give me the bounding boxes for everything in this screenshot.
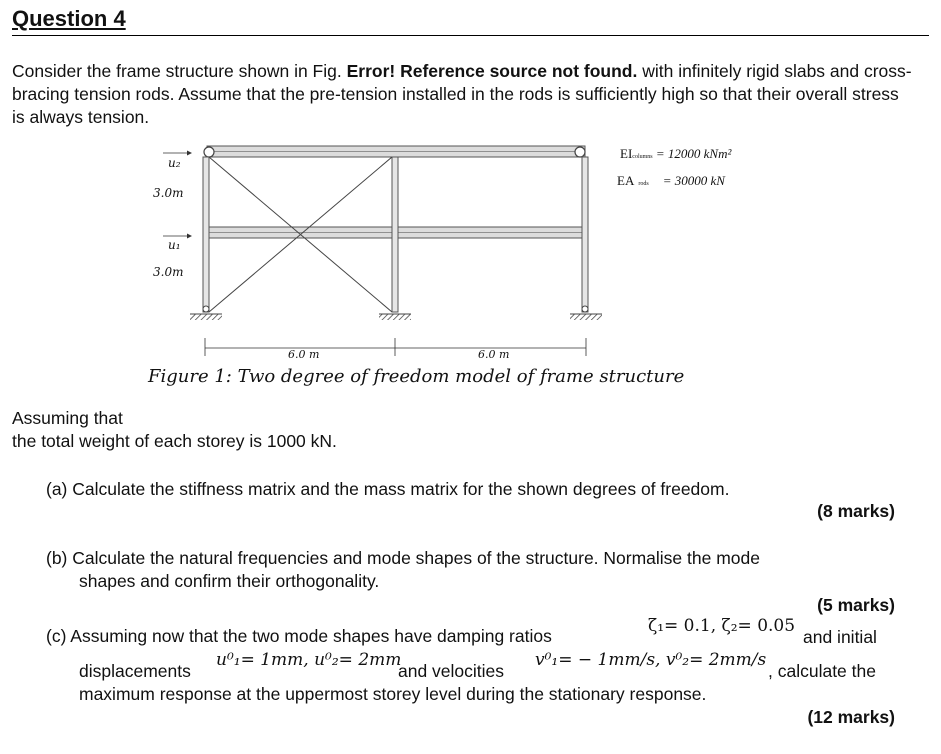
displacements-label: displacements: [79, 661, 191, 681]
part-a-text: (a) Calculate the stiffness matrix and the mass matrix for the shown degrees of freedom.: [46, 479, 730, 499]
frame-figure: [145, 138, 765, 363]
part-b-line-2: shapes and confirm their orthogonality.: [79, 571, 380, 591]
right-column: [582, 157, 588, 312]
ea-subscript: rods: [638, 181, 649, 187]
ea-label: EA: [617, 173, 635, 188]
intro-text-2: with infinitely rigid slabs and cross-bracing tension rods. Assume that the pre-tension installed in the rods is sufficiently high so that their overall stress is always tension.: [12, 61, 912, 127]
initial-velocities: v⁰₁= − 1mm/s, v⁰₂= 2mm/s: [535, 650, 767, 670]
intro-paragraph: [12, 60, 912, 129]
initial-displacements: u⁰₁= 1mm, u⁰₂= 2mm: [216, 650, 402, 670]
height-top-label: 3.0m: [153, 186, 184, 200]
left-support: [190, 314, 222, 320]
part-b-line-1: (b) Calculate the natural frequencies and mode shapes of the structure. Normalise the mode: [46, 548, 760, 568]
top-right-hinge: [575, 147, 585, 157]
part-c-line-3: maximum response at the uppermost storey level during the stationary response.: [79, 684, 707, 704]
ea-value: = 30000 kN: [662, 173, 725, 188]
left-column: [203, 157, 209, 312]
top-left-hinge: [204, 147, 214, 157]
part-c-tail-1: and initial: [803, 627, 877, 647]
figure-caption: Figure 1: Two degree of freedom model of frame structure: [148, 366, 685, 387]
question-title: Question 4: [12, 6, 126, 31]
reference-error: Error! Reference source not found.: [346, 61, 638, 81]
assumption-line-1: Assuming that: [12, 408, 123, 428]
damping-ratios: ζ₁= 0.1, ζ₂= 0.05: [648, 616, 796, 636]
part-c-marks: (12 marks): [807, 707, 895, 727]
width-right-label: 6.0 m: [478, 348, 510, 361]
part-a-marks: (8 marks): [817, 501, 895, 521]
part-c-line-1: (c) Assuming now that the two mode shapes have damping ratios: [46, 626, 552, 646]
left-base-pin: [203, 306, 209, 312]
title-underline-rule: [12, 35, 929, 36]
velocities-label: and velocities: [398, 661, 505, 681]
right-base-pin: [582, 306, 588, 312]
dof-u1-label: u₁: [168, 238, 181, 252]
part-c-tail-2: , calculate the: [768, 661, 876, 681]
ei-label: EI: [620, 146, 633, 161]
part-b-marks: (5 marks): [817, 595, 895, 615]
middle-support: [379, 314, 411, 320]
intro-text-1: Consider the frame structure shown in Fig.: [12, 61, 347, 81]
middle-column: [392, 157, 398, 312]
ei-property: [620, 146, 731, 162]
width-left-label: 6.0 m: [288, 348, 320, 361]
ei-subscript: columns: [632, 154, 653, 160]
dof-u2-label: u₂: [168, 156, 181, 170]
height-bottom-label: 3.0m: [153, 265, 184, 279]
ei-value: = 12000 kNm²: [655, 146, 732, 161]
right-support: [570, 314, 602, 320]
ea-property: [617, 173, 725, 189]
assumption-line-2: the total weight of each storey is 1000 kN.: [12, 431, 337, 451]
